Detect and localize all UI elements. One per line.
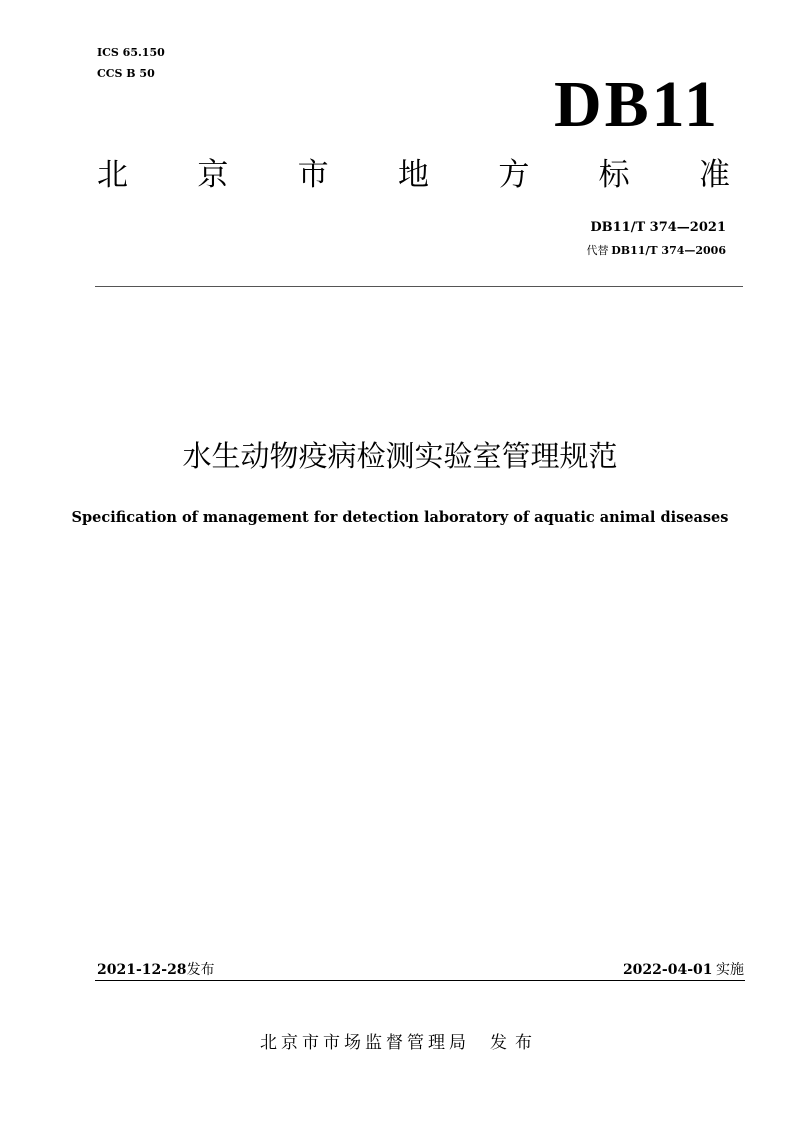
- replaces-line: [586, 243, 726, 259]
- chinese-title: 水生动物疫病检测实验室管理规范: [182, 439, 618, 473]
- standard-number: DB11/T 374—2021: [590, 220, 726, 235]
- ccs-code: CCS B 50: [97, 67, 155, 80]
- replaces-label: 代替: [586, 244, 609, 257]
- bottom-divider: [95, 980, 745, 981]
- standard-type-char: 京: [197, 157, 229, 193]
- standard-type-char: 方: [498, 157, 530, 193]
- issuer-line: [0, 1030, 800, 1056]
- standard-type-char: 北: [97, 157, 128, 193]
- english-title: Specification of management for detection laboratory of aquatic animal diseases: [71, 509, 729, 526]
- issue-date: 2021-12-28: [97, 962, 187, 978]
- standard-type-heading: [97, 155, 730, 195]
- standard-type-char: 标: [598, 157, 630, 193]
- issuer-action: 发布: [490, 1033, 540, 1053]
- issue-date-line: [97, 960, 215, 981]
- effective-date-line: [623, 960, 744, 981]
- issuer-organization: 北京市市场监督管理局: [260, 1033, 470, 1053]
- classification-codes: [97, 42, 165, 84]
- db11-logo: DB11: [553, 68, 720, 141]
- ics-code: ICS 65.150: [97, 46, 165, 59]
- effective-date: 2022-04-01: [622, 962, 713, 978]
- top-divider: [95, 286, 743, 287]
- effective-label: 实施: [716, 962, 744, 978]
- issue-label: 发布: [186, 962, 215, 978]
- standard-type-char: 准: [698, 157, 730, 193]
- standard-type-char: 地: [397, 157, 429, 193]
- standard-type-char: 市: [297, 157, 329, 193]
- replaces-number: DB11/T 374—2006: [611, 244, 726, 257]
